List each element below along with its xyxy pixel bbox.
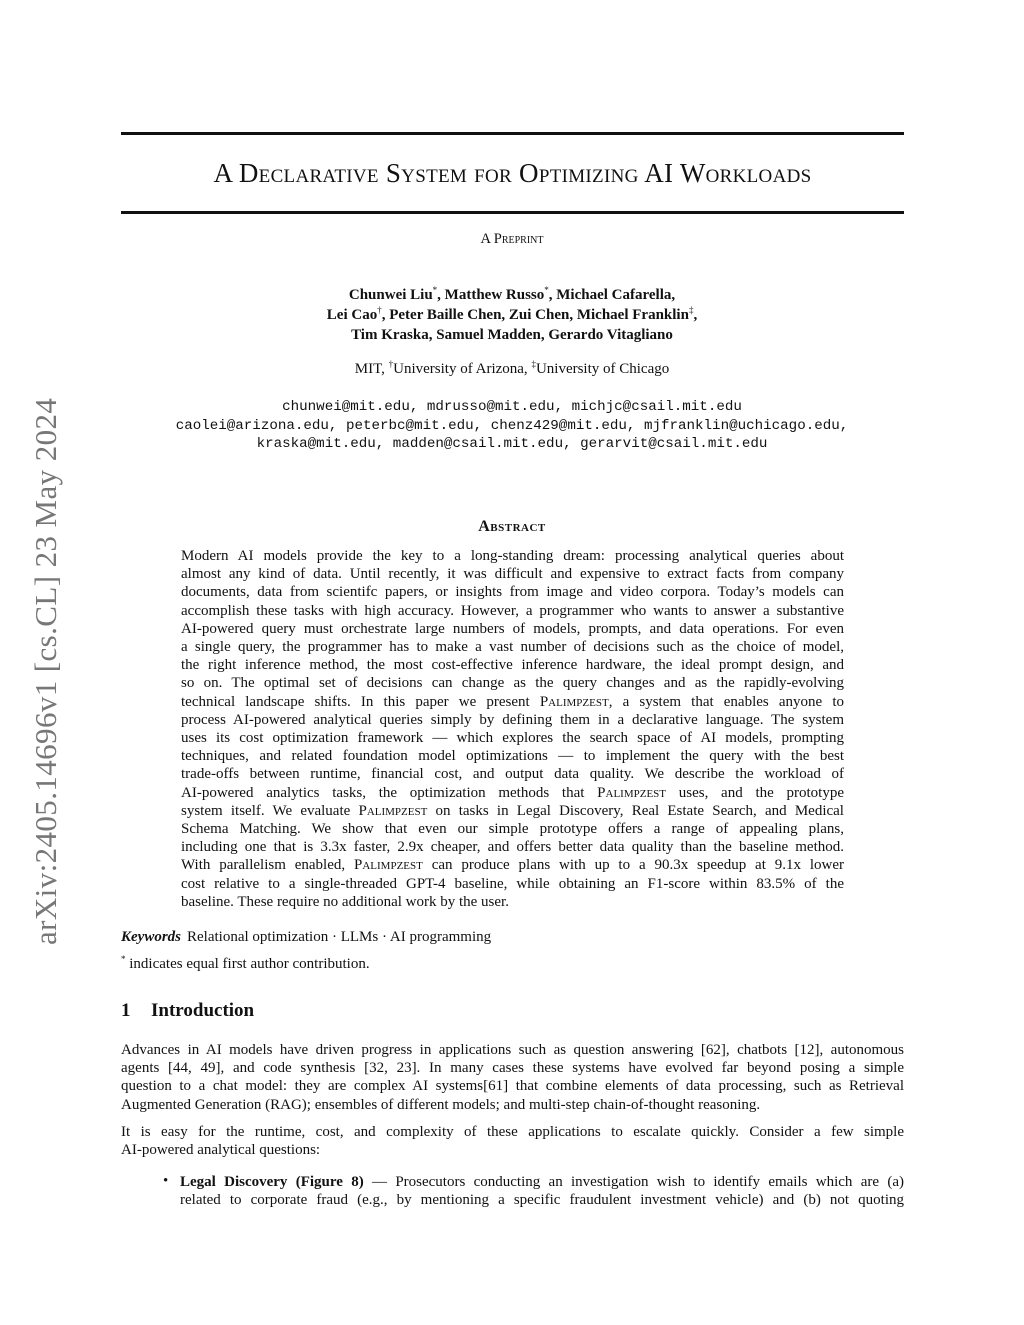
abstract-line xyxy=(181,856,844,874)
equal-contribution-note xyxy=(121,956,370,973)
system-name: Palimpzest xyxy=(539,693,609,710)
abstract-text: AI-powered analytics tasks, the optimization methods that xyxy=(181,784,598,801)
abstract-body xyxy=(181,547,844,911)
author-name: , Peter Baille Chen, Zui Chen, Michael Franklin xyxy=(381,307,689,323)
bullet-line: related to corporate fraud (e.g., by mentioning a specific fraudulent investment vehicle) and (b) not quoting xyxy=(180,1192,904,1209)
email-line: caolei@arizona.edu, peterbc@mit.edu, chenz429@mit.edu, mjfranklin@uchicago.edu, xyxy=(175,417,849,434)
keywords xyxy=(121,929,491,946)
bullet-marker: • xyxy=(163,1173,169,1189)
abstract-line: almost any kind of data. Until recently, it was difficult and expensive to extract facts from company xyxy=(181,566,844,583)
email-line: chunwei@mit.edu, mdrusso@mit.edu, michjc@csail.mit.edu xyxy=(282,399,742,415)
paragraph-line: AI-powered analytical questions: xyxy=(121,1142,321,1159)
paragraph-line: agents [44, 49], and code synthesis [32, 23]. In many cases these systems have evolved far beyond posing a simple xyxy=(121,1060,904,1077)
paragraph-line: question to a chat model: they are complex AI systems[61] that combine elements of data processing, such as Retrieval xyxy=(121,1078,904,1095)
abstract-heading: Abstract xyxy=(478,518,546,535)
paragraph-line: Advances in AI models have driven progress in applications such as question answering [62], chatbots [12], autonomous xyxy=(121,1042,904,1058)
author-line-3: Tim Kraska, Samuel Madden, Gerardo Vitagliano xyxy=(351,327,673,343)
abstract-text: on tasks in Legal Discovery, Real Estate Search, and Medical xyxy=(427,802,844,819)
abstract-text: uses, and the prototype xyxy=(666,784,844,801)
abstract-line: including one that is 3.3x faster, 2.9x cheaper, and offers better data quality than the baseline method. xyxy=(181,839,844,856)
abstract-line: Modern AI models provide the key to a long-standing dream: processing analytical queries about xyxy=(181,548,844,564)
author-mark: * xyxy=(432,285,438,295)
author-name: Chunwei Liu xyxy=(348,287,433,303)
affiliation-mark: ‡ xyxy=(531,359,536,369)
affiliation: University of Arizona, xyxy=(393,361,532,377)
paragraph-line: It is easy for the runtime, cost, and complexity of these applications to escalate quickly. Consider a few simple xyxy=(121,1124,904,1140)
affiliation: University of Chicago xyxy=(535,361,670,377)
intro-paragraph-2 xyxy=(121,1123,904,1159)
keywords-label: Keywords xyxy=(121,929,181,945)
paragraph-line: Augmented Generation (RAG); ensembles of different models; and multi-step chain-of-thought reasoning. xyxy=(121,1096,761,1113)
abstract-text: With parallelism enabled, xyxy=(181,857,354,874)
abstract-line: Schema Matching. We show that even our simple prototype offers a range of appealing plans, xyxy=(181,821,844,838)
author-name: Lei Cao xyxy=(326,307,378,323)
abstract-line: process AI-powered analytical queries simply by defining them in a declarative language. The system xyxy=(181,711,844,728)
section-heading xyxy=(121,1000,254,1022)
footnote-mark: * xyxy=(121,954,126,964)
author-list xyxy=(0,285,1024,345)
abstract-line: AI-powered query must orchestrate large numbers of models, prompts, and data operations. For even xyxy=(181,620,844,637)
abstract-text: , a system that enables anyone to xyxy=(608,693,844,710)
keywords-text: Relational optimization · LLMs · AI programming xyxy=(187,929,492,945)
abstract-line: accomplish these tasks with high accuracy. However, a programmer who wants to answer a substantive xyxy=(181,602,844,619)
abstract-line xyxy=(181,693,844,711)
bullet-item-legal-discovery xyxy=(180,1173,904,1209)
author-mark: * xyxy=(544,285,549,295)
abstract-line: baseline. These require no additional work by the user. xyxy=(181,893,509,910)
abstract-line: cost relative to a single-threaded GPT-4 baseline, while obtaining an F1-score within 83.5% of the xyxy=(181,875,844,892)
abstract-text: technical landscape shifts. In this paper we present xyxy=(181,693,540,710)
bullet-lead: Legal Discovery (Figure 8) xyxy=(180,1174,364,1190)
system-name: Palimpzest xyxy=(354,857,423,874)
abstract-line: uses its cost optimization framework — which explores the search space of AI models, prompting xyxy=(181,730,844,747)
title-bottom-rule xyxy=(121,211,904,214)
abstract-line: so on. The optimal set of decisions can change as the query changes and as the rapidly-evolving xyxy=(181,675,844,692)
author-mark: ‡ xyxy=(688,305,694,315)
author-line-1 xyxy=(0,285,1024,305)
section-title: Introduction xyxy=(151,1000,255,1021)
author-mark: † xyxy=(377,305,382,315)
abstract-line xyxy=(181,784,844,802)
section-number: 1 xyxy=(121,1000,131,1021)
system-name: Palimpzest xyxy=(597,784,666,801)
abstract-line: trade-offs between runtime, financial cost, and output data quality. We describe the workload of xyxy=(181,766,844,783)
author-line-2 xyxy=(0,305,1024,325)
affiliations xyxy=(0,361,1024,378)
bullet-text: — Prosecutors conducting an investigation wish to identify emails which are (a) xyxy=(363,1174,904,1190)
footnote-text: indicates equal first author contribution. xyxy=(125,956,370,972)
preprint-label: A Preprint xyxy=(480,231,544,247)
author-name: , Michael Cafarella, xyxy=(548,287,676,303)
intro-paragraph-1 xyxy=(121,1041,904,1114)
bullet-line xyxy=(180,1173,904,1191)
affiliation-mark: † xyxy=(388,359,394,369)
author-name: , xyxy=(693,307,698,323)
title-top-rule xyxy=(121,132,904,135)
abstract-line: documents, data from scientifc papers, or insights from image and video corpora. Today’s models can xyxy=(181,584,844,601)
abstract-text: can produce plans with up to a 90.3x speedup at 9.1x lower xyxy=(422,857,844,874)
abstract-line: the right inference method, the most cost-effective inference hardware, the ideal prompt design, and xyxy=(181,657,844,674)
abstract-text: system itself. We evaluate xyxy=(181,802,359,819)
paper-title: A Declarative System for Optimizing AI Workloads xyxy=(213,158,812,188)
abstract-line: techniques, and related foundation model optimizations — to implement the query with the best xyxy=(181,748,844,765)
abstract-line: a single query, the programmer has to make a vast number of decisions such as the choice of model, xyxy=(181,639,844,656)
affiliation: MIT, xyxy=(354,361,389,377)
abstract-line xyxy=(181,802,844,820)
author-name: , Matthew Russo xyxy=(437,287,545,303)
system-name: Palimpzest xyxy=(358,802,428,819)
arxiv-identifier: arXiv:2405.14696v1 [cs.CL] 23 May 2024 xyxy=(28,397,63,945)
email-line: kraska@mit.edu, madden@csail.mit.edu, gerarvit@csail.mit.edu xyxy=(256,436,768,452)
author-emails xyxy=(0,398,1024,454)
